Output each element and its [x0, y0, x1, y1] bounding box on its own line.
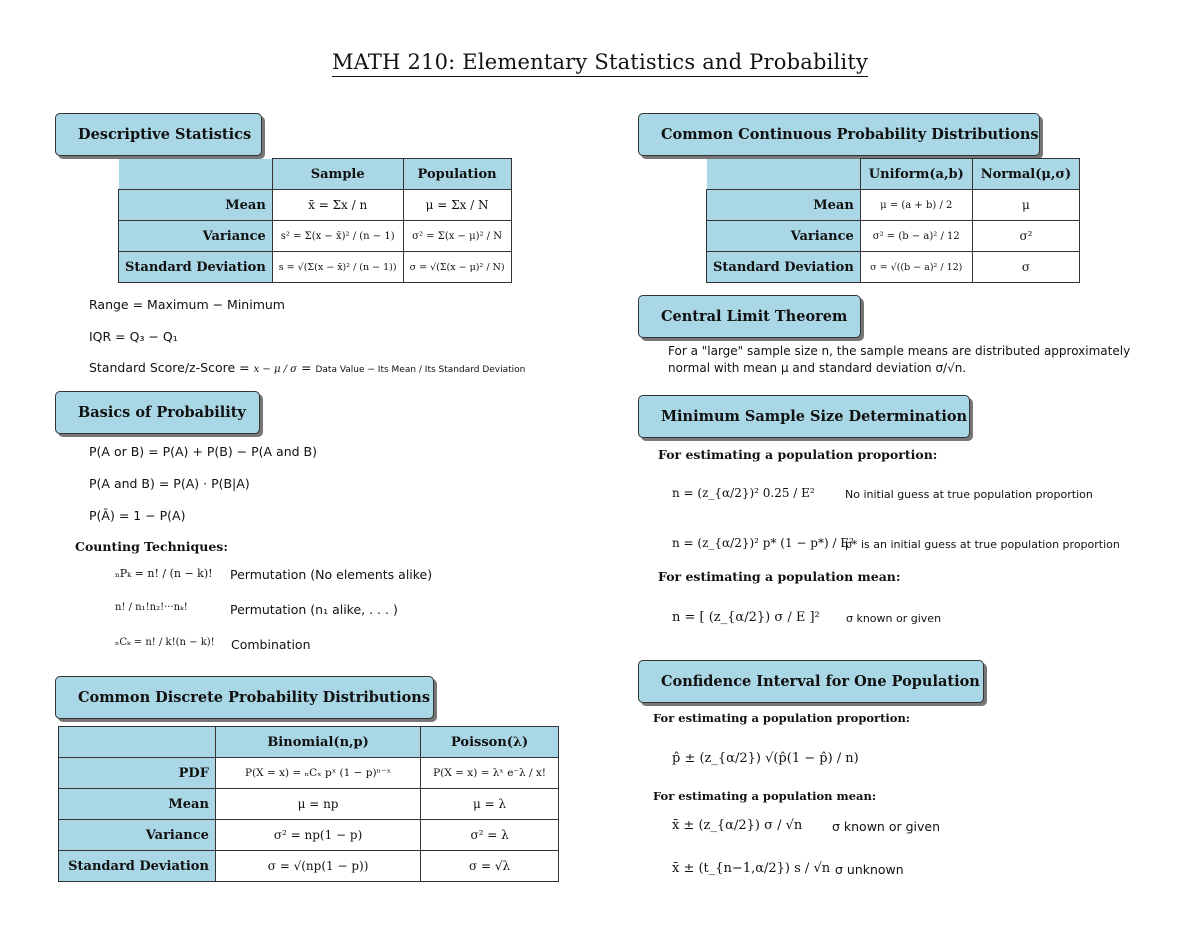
- row-label-variance: Variance: [119, 221, 273, 252]
- row-label-variance: Variance: [707, 221, 861, 252]
- clt-line-1: For a "large" sample size n, the sample means are distributed approximately: [668, 344, 1131, 358]
- zscore-symbolic: x − μ / σ: [253, 364, 298, 375]
- sample-size-prop-formula-2: n = (z_{α/2})² p* (1 − p*) / E²: [672, 536, 854, 550]
- col-population: Population: [403, 159, 511, 190]
- discrete-distributions-heading: Common Discrete Probability Distributions: [55, 676, 434, 719]
- row-label-variance: Variance: [59, 820, 216, 851]
- permutation-alike-formula: n! / n₁!n₂!···nₖ!: [115, 602, 188, 613]
- sample-variance: s² = Σ(x − x̄)² / (n − 1): [272, 221, 403, 252]
- row-label-std-dev: Standard Deviation: [707, 252, 861, 283]
- zscore-formula: Standard Score/z-Score = x − μ / σ = Data Value − Its Mean / Its Standard Deviation: [89, 360, 526, 375]
- row-label-mean: Mean: [707, 190, 861, 221]
- ci-mean-desc-unknown: σ unknown: [835, 862, 904, 877]
- row-label-mean: Mean: [59, 789, 216, 820]
- sample-size-mean-heading: For estimating a population mean:: [658, 569, 901, 584]
- zscore-label: Standard Score/z-Score =: [89, 360, 250, 375]
- page-title: MATH 210: Elementary Statistics and Probability: [0, 50, 1200, 74]
- uniform-variance: σ² = (b − a)² / 12: [860, 221, 972, 252]
- binomial-variance: σ² = np(1 − p): [215, 820, 420, 851]
- sample-size-proportion-heading: For estimating a population proportion:: [658, 447, 938, 462]
- binomial-std-dev: σ = √(np(1 − p)): [215, 851, 420, 882]
- zscore-words: Data Value − Its Mean / Its Standard Deviation: [315, 365, 526, 375]
- sample-mean: x̄ = Σx / n: [272, 190, 403, 221]
- uniform-mean: μ = (a + b) / 2: [860, 190, 972, 221]
- sample-size-mean-formula: n = [ (z_{α/2}) σ / E ]²: [672, 610, 820, 625]
- uniform-std-dev: σ = √((b − a)² / 12): [860, 252, 972, 283]
- descriptive-statistics-table: [118, 158, 512, 283]
- clt-line-2: normal with mean μ and standard deviation σ/√n.: [668, 361, 967, 375]
- central-limit-theorem-heading: Central Limit Theorem: [638, 295, 861, 338]
- continuous-distributions-heading: Common Continuous Probability Distributions: [638, 113, 1040, 156]
- population-variance: σ² = Σ(x − μ)² / N: [403, 221, 511, 252]
- binomial-pdf: P(X = x) = ₙCₓ pˣ (1 − p)ⁿ⁻ˣ: [215, 758, 420, 789]
- sample-size-prop-formula-1: n = (z_{α/2})² 0.25 / E²: [672, 486, 815, 500]
- normal-std-dev: σ: [972, 252, 1079, 283]
- permutation-alike-desc: Permutation (n₁ alike, . . . ): [230, 602, 398, 617]
- permutation-desc: Permutation (No elements alike): [230, 567, 433, 582]
- descriptive-statistics-heading: Descriptive Statistics: [55, 113, 262, 156]
- normal-mean: μ: [972, 190, 1079, 221]
- counting-techniques-heading: Counting Techniques:: [75, 539, 228, 554]
- ci-mean-desc-known: σ known or given: [832, 819, 941, 834]
- col-poisson: Poisson(λ): [421, 727, 559, 758]
- probability-rule-or: P(A or B) = P(A) + P(B) − P(A and B): [89, 444, 318, 459]
- poisson-std-dev: σ = √λ: [421, 851, 559, 882]
- probability-rule-and: P(A and B) = P(A) · P(B|A): [89, 476, 250, 491]
- sample-size-prop-desc-2: p* is an initial guess at true population proportion: [845, 538, 1120, 551]
- sample-size-mean-desc: σ known or given: [846, 612, 942, 625]
- row-label-pdf: PDF: [59, 758, 216, 789]
- sample-size-prop-desc-1: No initial guess at true population proportion: [845, 488, 1093, 501]
- poisson-pdf: P(X = x) = λˣ e⁻λ / x!: [421, 758, 559, 789]
- minimum-sample-size-heading: Minimum Sample Size Determination: [638, 395, 970, 438]
- probability-rule-complement: P(Ā) = 1 − P(A): [89, 508, 186, 523]
- combination-formula: ₙCₖ = n! / k!(n − k)!: [115, 637, 215, 648]
- col-sample: Sample: [272, 159, 403, 190]
- combination-desc: Combination: [231, 637, 311, 652]
- ci-mean-formula-unknown: x̄ ± (t_{n−1,α/2}) s / √n: [672, 861, 831, 876]
- ci-proportion-heading: For estimating a population proportion:: [653, 711, 911, 725]
- sample-std-dev: s = √(Σ(x − x̄)² / (n − 1)): [272, 252, 403, 283]
- permutation-formula: ₙPₖ = n! / (n − k)!: [115, 567, 213, 580]
- confidence-interval-heading: Confidence Interval for One Population: [638, 660, 984, 703]
- poisson-mean: μ = λ: [421, 789, 559, 820]
- col-binomial: Binomial(n,p): [215, 727, 420, 758]
- population-mean: μ = Σx / N: [403, 190, 511, 221]
- poisson-variance: σ² = λ: [421, 820, 559, 851]
- row-label-std-dev: Standard Deviation: [59, 851, 216, 882]
- row-label-mean: Mean: [119, 190, 273, 221]
- normal-variance: σ²: [972, 221, 1079, 252]
- row-label-std-dev: Standard Deviation: [119, 252, 273, 283]
- continuous-distributions-table: [706, 158, 1080, 283]
- basics-of-probability-heading: Basics of Probability: [55, 391, 260, 434]
- col-normal: Normal(μ,σ): [972, 159, 1079, 190]
- binomial-mean: μ = np: [215, 789, 420, 820]
- ci-mean-formula-known: x̄ ± (z_{α/2}) σ / √n: [672, 818, 803, 833]
- discrete-distributions-table: [58, 726, 559, 882]
- population-std-dev: σ = √(Σ(x − μ)² / N): [403, 252, 511, 283]
- ci-proportion-formula: p̂ ± (z_{α/2}) √(p̂(1 − p̂) / n): [672, 751, 859, 766]
- col-uniform: Uniform(a,b): [860, 159, 972, 190]
- ci-mean-heading: For estimating a population mean:: [653, 789, 877, 803]
- iqr-formula: IQR = Q₃ − Q₁: [89, 329, 178, 344]
- range-formula: Range = Maximum − Minimum: [89, 297, 285, 312]
